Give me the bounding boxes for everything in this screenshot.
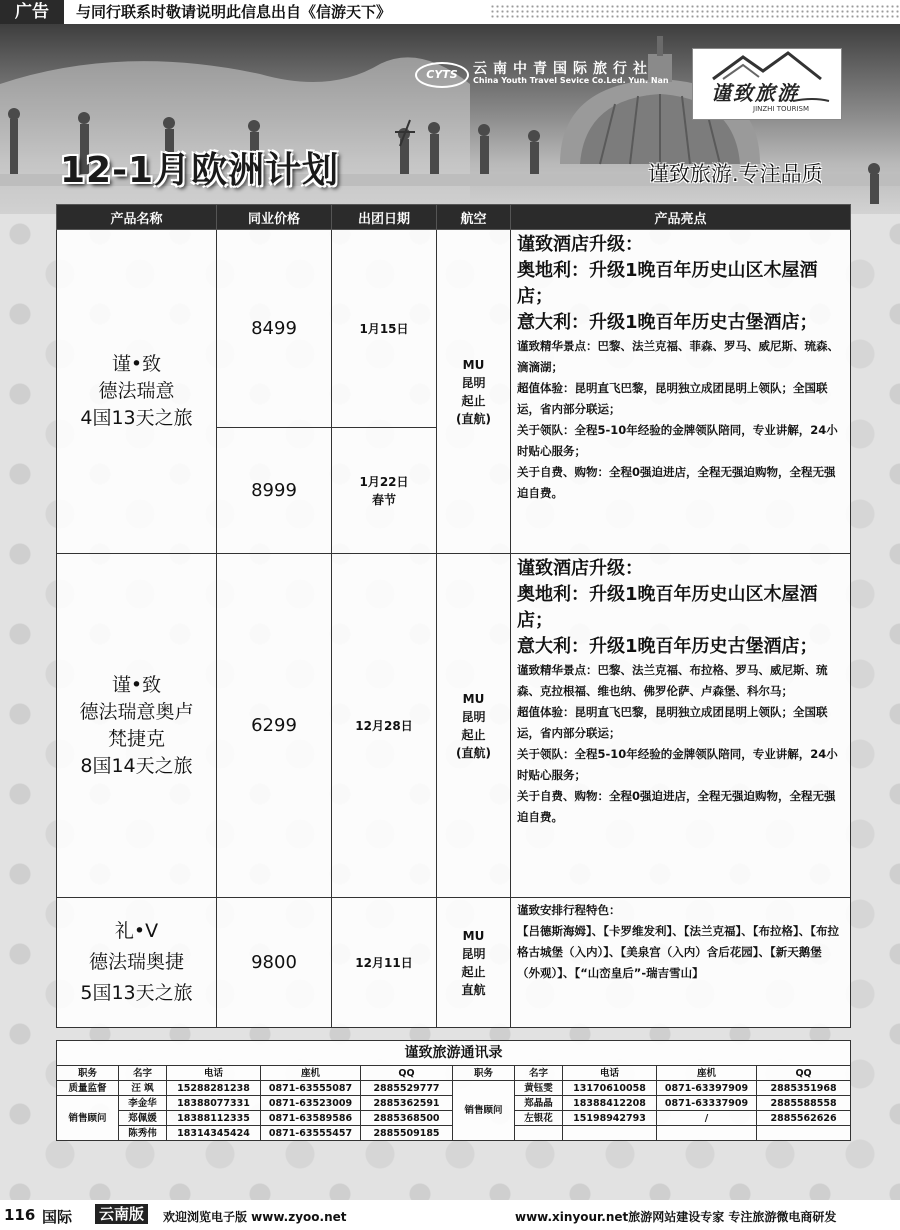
column-header: 产品名称 <box>57 205 217 230</box>
table-row <box>57 230 851 428</box>
agency-name-en: China Youth Travel Sevice Co.Led. Yun. Nan <box>473 76 669 85</box>
poster <box>0 24 900 1200</box>
column-header: 出团日期 <box>332 205 437 230</box>
product-name: 谨•致 德法瑞意奥卢 梵捷克 8国14天之旅 <box>57 554 217 898</box>
brand-logo <box>692 48 842 120</box>
section-label: 国际 <box>42 1208 73 1226</box>
contact-row: 郑佩媛 18388112335 0871-63589586 2885368500 左银花 15198942793 / 2885562626 <box>57 1111 851 1126</box>
contact-row: 陈秀伟 18314345424 0871-63555457 2885509185 <box>57 1126 851 1141</box>
page-footer <box>0 1200 900 1230</box>
brand-name-en: JINZHI TOURISM <box>753 105 810 113</box>
contact-row: 质量监督 汪 飒 15288281238 0871-63555087 2885529777 销售顾问 黄钰雯 13170610058 0871-63397909 2885351968 <box>57 1081 851 1096</box>
contact-header-row: 职务 名字 电话 座机 QQ 职务 名字 电话 座机 QQ <box>57 1066 851 1081</box>
departure-date: 1月22日 春节 <box>332 428 437 554</box>
page-number: 116 <box>4 1206 36 1224</box>
agency-logo: CYTS <box>415 62 469 88</box>
product-highlights: 谨致酒店升级： 奥地利：升级1晚百年历史山区木屋酒店； 意大利：升级1晚百年历史古堡酒店； 谨致精华景点：巴黎、法兰克福、菲森、罗马、威尼斯、琉森、滴滴湖； 超值体验：昆明直飞巴黎，昆明独立成团昆明上领队；全国联运，省内部分联运； 关于领队：全程5-10年经验的金牌领队陪同，专业讲解，24小时贴心服务； 关于自费、购物：全程0强迫进店，全程无强迫购物，全程无强迫自费。 <box>511 230 851 554</box>
contact-directory <box>56 1040 851 1141</box>
airline: MU 昆明 起止 直航 <box>437 898 511 1028</box>
footer-website-left: 欢迎浏览电子版 www.zyoo.net <box>163 1210 347 1224</box>
airline: MU 昆明 起止 (直航) <box>437 554 511 898</box>
edition-badge: 云南版 <box>95 1204 148 1224</box>
table-row <box>57 554 851 898</box>
contact-row: 销售顾问 李金华 18388077331 0871-63523009 2885362591 郑晶晶 18388412208 0871-63337909 2885588558 <box>57 1096 851 1111</box>
contact-role: 销售顾问 <box>453 1081 515 1141</box>
brand-name-cn: 谨致旅游 <box>711 81 799 105</box>
price: 8999 <box>217 428 332 554</box>
table-row <box>57 898 851 1028</box>
ad-tag: 广告 <box>0 0 64 24</box>
product-table <box>56 204 851 1028</box>
column-header: 产品亮点 <box>511 205 851 230</box>
product-highlights: 谨致安排行程特色： 【吕德斯海姆】、【卡罗维发利】、【法兰克福】、【布拉格】、【布拉格古城堡（入内）】、【美泉宫（入内）含后花园】、【新天鹅堡（外观）】、【“山峦皇后”-瑞吉雪山】 <box>511 898 851 1028</box>
column-header: 同业价格 <box>217 205 332 230</box>
airline: MU 昆明 起止 (直航) <box>437 230 511 554</box>
product-highlights: 谨致酒店升级： 奥地利：升级1晚百年历史山区木屋酒店； 意大利：升级1晚百年历史古堡酒店； 谨致精华景点：巴黎、法兰克福、布拉格、罗马、威尼斯、琉森、克拉根福、维也纳、佛罗伦萨、卢森堡、科尔马； 超值体验：昆明直飞巴黎，昆明独立成团昆明上领队；全国联运，省内部分联运； 关于领队：全程5-10年经验的金牌领队陪同，专业讲解，24小时贴心服务； 关于自费、购物：全程0强迫进店，全程无强迫购物，全程无强迫自费。 <box>511 554 851 898</box>
ad-bar <box>0 0 900 24</box>
departure-date: 12月11日 <box>332 898 437 1028</box>
column-header: 航空 <box>437 205 511 230</box>
ad-notice: 与同行联系时敬请说明此信息出自《信游天下》 <box>76 3 392 21</box>
table-header-row <box>57 205 851 230</box>
contact-title: 谨致旅游通讯录 <box>57 1041 851 1066</box>
decorative-dot-pattern <box>490 4 900 20</box>
agency-name-cn: 云南中青国际旅行社 <box>473 61 653 77</box>
page-title: 12-1月欧洲计划 <box>60 150 340 191</box>
hero-banner <box>0 24 900 224</box>
contact-role: 销售顾问 <box>57 1096 119 1141</box>
price: 9800 <box>217 898 332 1028</box>
slogan: 谨致旅游.专注品质 <box>648 162 823 186</box>
price: 8499 <box>217 230 332 428</box>
departure-date: 1月15日 <box>332 230 437 428</box>
price: 6299 <box>217 554 332 898</box>
product-name: 礼•V 德法瑞奥捷 5国13天之旅 <box>57 898 217 1028</box>
footer-website-right: www.xinyour.net旅游网站建设专家 专注旅游微电商研发 <box>515 1210 837 1224</box>
product-name: 谨•致 德法瑞意 4国13天之旅 <box>57 230 217 554</box>
departure-date: 12月28日 <box>332 554 437 898</box>
